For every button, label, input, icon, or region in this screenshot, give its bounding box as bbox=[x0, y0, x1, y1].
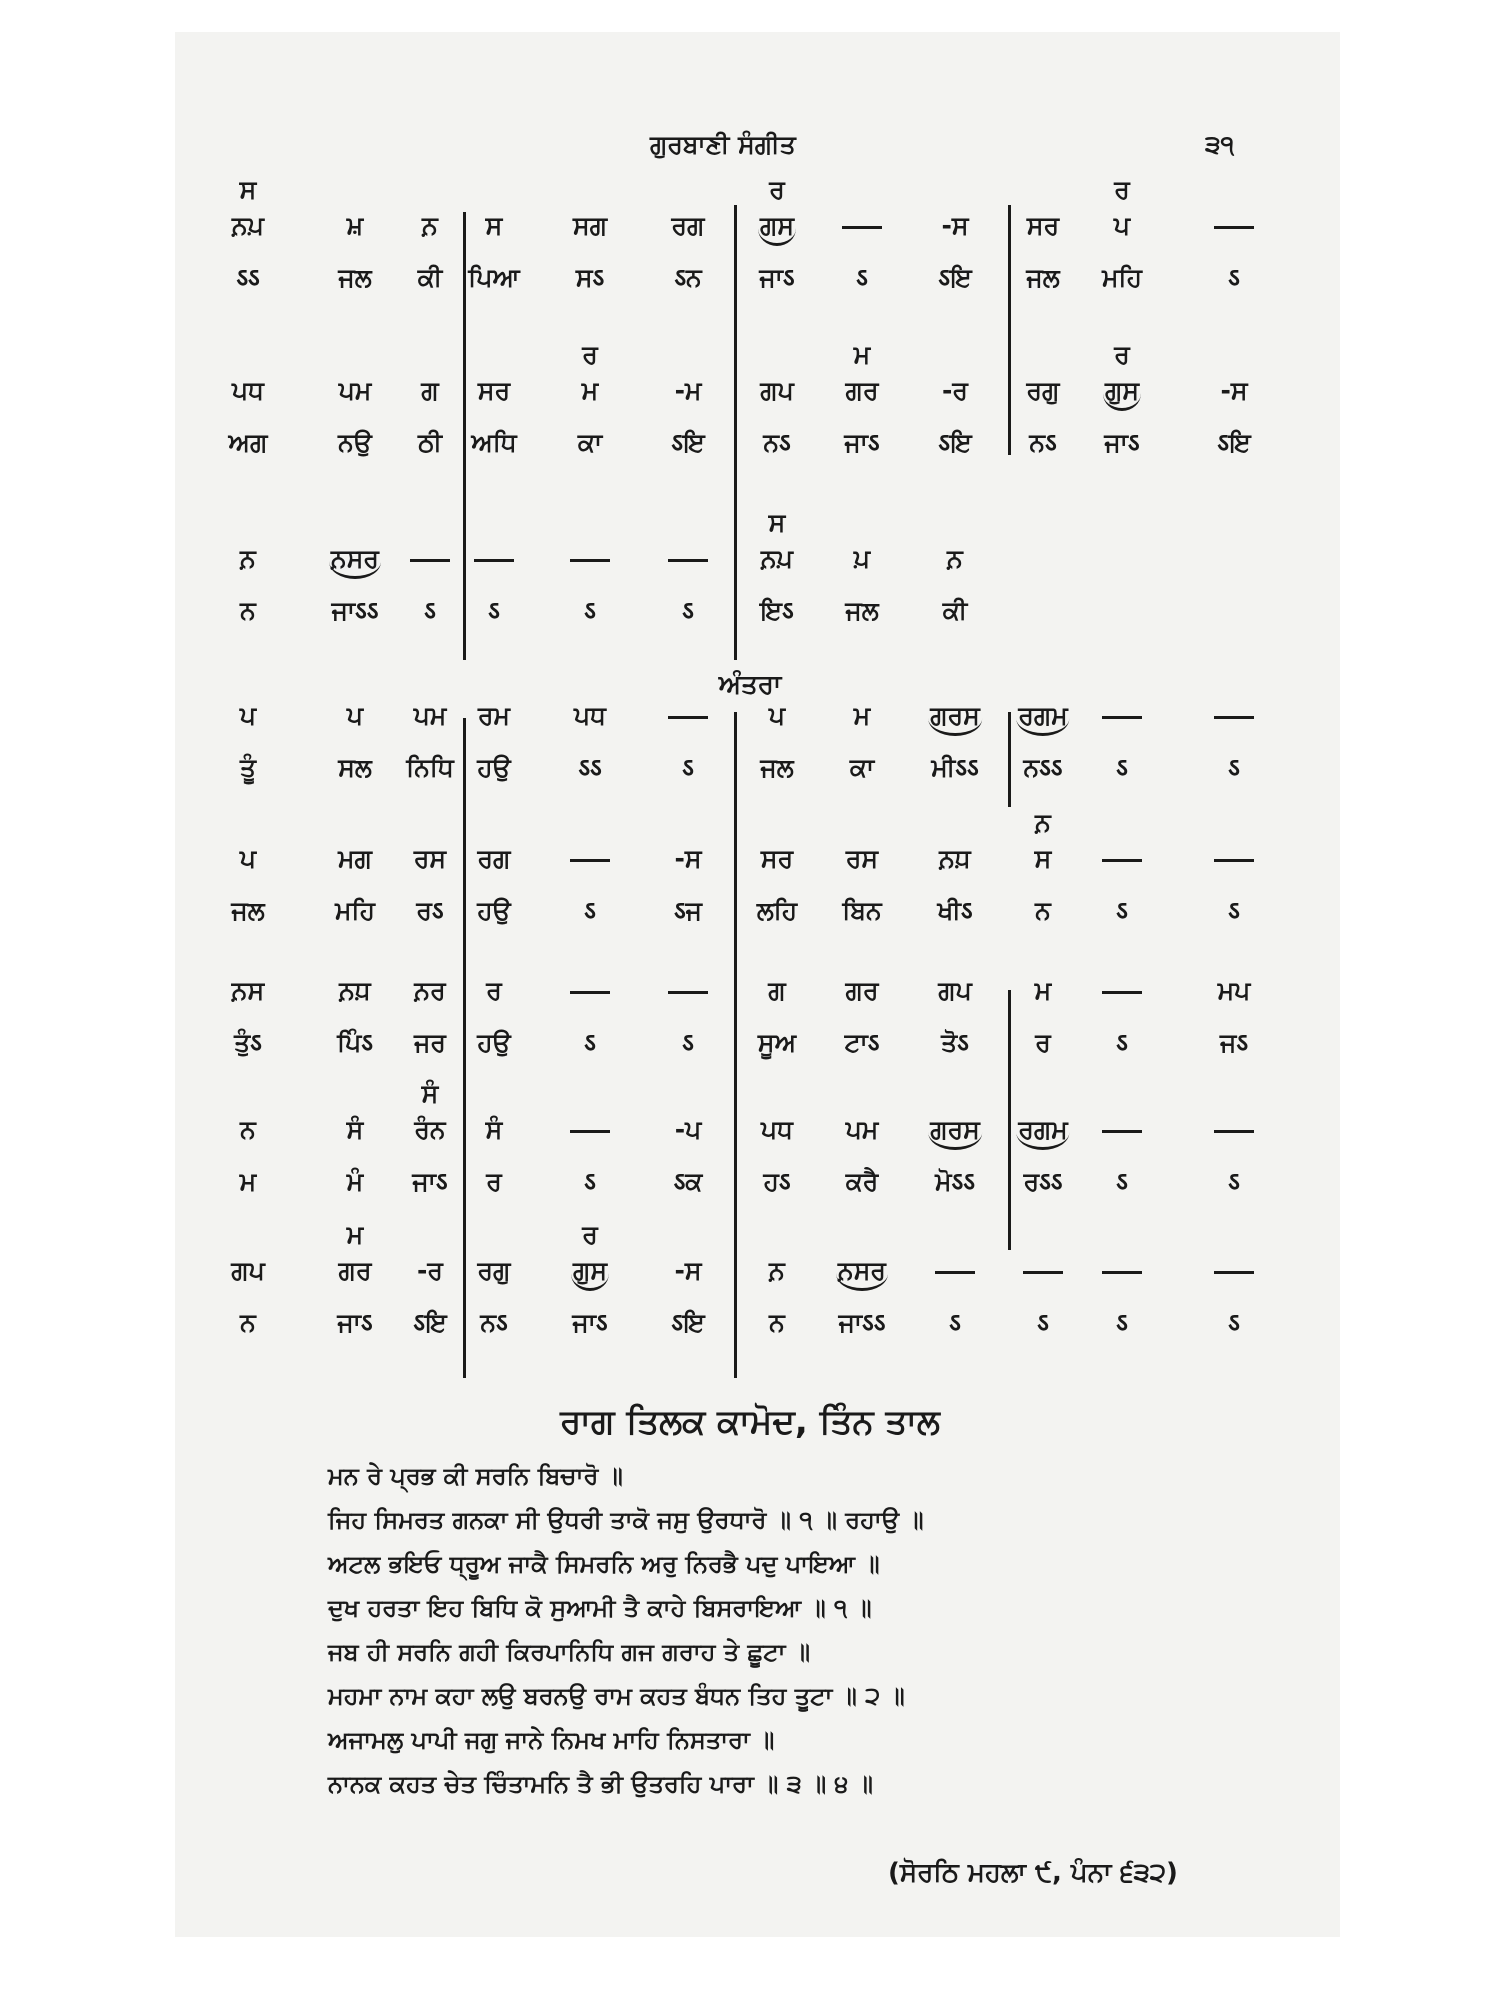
bol-syllable: ਮਹਿ bbox=[1102, 263, 1142, 292]
swar-note: -ਸ bbox=[1220, 376, 1248, 405]
bol-syllable: ऽ bbox=[856, 263, 868, 292]
notation-block bbox=[0, 175, 1500, 295]
bol-syllable: ऽ bbox=[1228, 263, 1240, 292]
bol-syllable: ਜਾऽ bbox=[572, 1308, 608, 1337]
octave-mark: ਮ bbox=[853, 340, 871, 369]
bol-syllable: ऽ bbox=[424, 596, 436, 625]
swar-note: -ਰ bbox=[942, 376, 968, 405]
bol-syllable: ਟਾऽ bbox=[844, 1028, 880, 1057]
swar-note: ਗਪ bbox=[938, 976, 972, 1005]
swar-note: ਰਗ bbox=[671, 211, 705, 240]
bol-syllable: ਹਉ bbox=[477, 1028, 511, 1057]
bol-syllable: ਜਲ bbox=[231, 896, 265, 925]
notation-block bbox=[0, 1079, 1500, 1199]
notation-block bbox=[0, 508, 1500, 628]
bol-syllable: ਜਰ bbox=[414, 1028, 446, 1057]
bol-syllable: ਸऽ bbox=[575, 263, 605, 292]
bol-syllable: ऽ bbox=[1228, 1308, 1240, 1337]
bol-syllable: ਅਗ bbox=[228, 428, 268, 457]
bol-syllable: ਹऽ bbox=[763, 1167, 791, 1196]
bol-syllable: ऽ bbox=[682, 596, 694, 625]
page-header-title: ਗੁਰਬਾਣੀ ਸੰਗੀਤ bbox=[650, 130, 796, 159]
bol-syllable: ਨऽ bbox=[763, 428, 791, 457]
bol-syllable: ਤੁੰऽ bbox=[234, 1028, 262, 1057]
swar-note: ਨ਼ਧ਼ bbox=[339, 976, 371, 1005]
bol-syllable: ऽ bbox=[1116, 1028, 1128, 1057]
bol-syllable: ਰ bbox=[486, 1167, 502, 1196]
bol-syllable: ऽ bbox=[584, 596, 596, 625]
bol-syllable: ਖੀऽ bbox=[937, 896, 973, 925]
hold-dash bbox=[668, 559, 708, 562]
bol-syllable: ऽऽ bbox=[236, 263, 260, 292]
hold-dash bbox=[570, 991, 610, 994]
octave-mark: ਰ bbox=[1114, 175, 1130, 204]
hold-dash bbox=[1102, 859, 1142, 862]
bol-syllable: ਜਲ bbox=[1026, 263, 1060, 292]
swar-note: ਨ਼ਰ bbox=[414, 976, 446, 1005]
swar-note: ਮਪ bbox=[1217, 976, 1251, 1005]
swar-note: ਪ bbox=[346, 701, 364, 730]
swar-note: ਨ਼ਧ਼ bbox=[939, 844, 971, 873]
verse-line: ਮਨ ਰੇ ਪ੍ਰਭ ਕੀ ਸਰਨਿ ਬਿਚਾਰੋ ॥ bbox=[328, 1462, 623, 1490]
swar-note: -ਰ bbox=[417, 1256, 443, 1285]
bol-syllable: ऽ bbox=[682, 1028, 694, 1057]
bol-syllable: ਮ bbox=[239, 1167, 257, 1196]
octave-mark: ਸ bbox=[239, 175, 257, 204]
bol-syllable: ਅਧਿ bbox=[471, 428, 517, 457]
swar-note: ਗਰ bbox=[845, 976, 879, 1005]
hold-dash bbox=[842, 226, 882, 229]
bol-syllable: ਨਿਧਿ bbox=[406, 753, 454, 782]
swar-note: ਨ਼ bbox=[422, 211, 438, 240]
bol-syllable: ऽ bbox=[1116, 896, 1128, 925]
swar-note: ਰਸ bbox=[845, 844, 879, 873]
hold-dash bbox=[1023, 1271, 1063, 1274]
swar-note: ਗਰਸ bbox=[928, 701, 982, 736]
hold-dash bbox=[1102, 1271, 1142, 1274]
swar-note: ਗੁਸ bbox=[1103, 376, 1141, 411]
bol-syllable: ऽਇ bbox=[413, 1308, 447, 1337]
bol-syllable: ऽ bbox=[584, 1167, 596, 1196]
bol-syllable: ਜਾऽऽ bbox=[838, 1308, 886, 1337]
bol-syllable: ਕੀ bbox=[417, 263, 443, 292]
swar-note: ਪ਼ bbox=[853, 544, 871, 573]
verse-line: ਦੁਖ ਹਰਤਾ ਇਹ ਬਿਧਿ ਕੋ ਸੁਆਮੀ ਤੈ ਕਾਹੇ ਬਿਸਰਾਇਆ ॥ ੧ ॥ bbox=[328, 1594, 872, 1622]
bol-syllable: ਜਾऽ bbox=[412, 1167, 448, 1196]
verse-line: ਜਿਹ ਸਿਮਰਤ ਗਨਕਾ ਸੀ ਉਧਰੀ ਤਾਕੋ ਜਸੁ ਉਰਧਾਰੋ ॥ ੧ ॥ ਰਹਾਉ ॥ bbox=[328, 1506, 924, 1534]
octave-mark: ਰ bbox=[1114, 340, 1130, 369]
swar-note: ਪਮ bbox=[413, 701, 447, 730]
swar-note: ਸ bbox=[485, 211, 503, 240]
notation-block bbox=[0, 1220, 1500, 1340]
bol-syllable: ਜਾऽऽ bbox=[331, 596, 379, 625]
swar-note: ਰ bbox=[486, 976, 502, 1005]
bol-syllable: ऽ bbox=[488, 596, 500, 625]
hold-dash bbox=[1214, 1271, 1254, 1274]
raag-title: ਰਾਗ ਤਿਲਕ ਕਾਮੋਦ, ਤਿੰਨ ਤਾਲ bbox=[560, 1402, 940, 1442]
bol-syllable: ऽਇ bbox=[938, 428, 972, 457]
swar-note: ਮ bbox=[853, 701, 871, 730]
bol-syllable: ਪਿੰऽ bbox=[337, 1028, 373, 1057]
bol-syllable: ਜऽ bbox=[1219, 1028, 1249, 1057]
bol-syllable: ਤੂੰ bbox=[239, 753, 257, 782]
bol-syllable: ऽ bbox=[1116, 1167, 1128, 1196]
swar-note: ਗ bbox=[421, 376, 439, 405]
swar-note: ਰੰਨ bbox=[414, 1115, 446, 1144]
bol-syllable: ऽ bbox=[1228, 1167, 1240, 1196]
bol-syllable: ਨऽ bbox=[480, 1308, 508, 1337]
hold-dash bbox=[935, 1271, 975, 1274]
swar-note: ਗਰ bbox=[845, 376, 879, 405]
verse-line: ਜਬ ਹੀ ਸਰਨਿ ਗਹੀ ਕਿਰਪਾਨਿਧਿ ਗਜ ਗਰਾਹ ਤੇ ਛੂਟਾ ॥ bbox=[328, 1638, 811, 1666]
bol-syllable: ऽ bbox=[682, 753, 694, 782]
page-number: ੩੧ bbox=[1205, 130, 1235, 159]
bol-syllable: ਜਾऽ bbox=[759, 263, 795, 292]
swar-note: ਪਧ bbox=[232, 376, 264, 405]
swar-note: ਸਰ bbox=[477, 376, 511, 405]
swar-note: ਨ਼ਸ bbox=[231, 976, 265, 1005]
bol-syllable: ऽ bbox=[1228, 753, 1240, 782]
bol-syllable: ਨ bbox=[1035, 896, 1051, 925]
octave-mark: ਰ bbox=[769, 175, 785, 204]
bol-syllable: ਜਾऽ bbox=[844, 428, 880, 457]
swar-note: ਰਗੁ bbox=[477, 1256, 511, 1285]
bol-syllable: ਜਲ bbox=[760, 753, 794, 782]
hold-dash bbox=[570, 559, 610, 562]
notation-block bbox=[0, 808, 1500, 928]
octave-mark: ਨ਼ bbox=[1035, 808, 1051, 837]
swar-note: ਰਗੁ bbox=[1026, 376, 1060, 405]
swar-note: ਗਸ bbox=[758, 211, 796, 246]
swar-note: ਗਪ bbox=[231, 1256, 265, 1285]
bol-syllable: ਸਲ bbox=[338, 753, 372, 782]
hold-dash bbox=[1102, 716, 1142, 719]
swar-note: ਨ bbox=[240, 1115, 256, 1144]
bol-syllable: ऽਇ bbox=[1217, 428, 1251, 457]
bol-syllable: ऽ bbox=[584, 896, 596, 925]
bol-syllable: ਨऽऽ bbox=[1023, 753, 1063, 782]
hold-dash bbox=[1214, 1130, 1254, 1133]
bol-syllable: ਹਉ bbox=[477, 753, 511, 782]
hold-dash bbox=[570, 1130, 610, 1133]
swar-note: ਗੁਸ bbox=[571, 1256, 609, 1291]
bol-syllable: ਹਉ bbox=[477, 896, 511, 925]
bol-syllable: ਪਿਆ bbox=[468, 263, 520, 292]
bol-syllable: ऽ bbox=[1228, 896, 1240, 925]
bol-syllable: ਮਹਿ bbox=[335, 896, 375, 925]
swar-note: -ਮ bbox=[674, 376, 702, 405]
swar-note: ਨ਼ bbox=[240, 544, 256, 573]
bol-syllable: ਕੀ bbox=[942, 596, 968, 625]
notation-block bbox=[0, 940, 1500, 1060]
hold-dash bbox=[1214, 859, 1254, 862]
swar-note: ਮਗ bbox=[338, 844, 372, 873]
bol-syllable: ऽਇ bbox=[671, 428, 705, 457]
swar-note: ਪਧ bbox=[574, 701, 606, 730]
bol-syllable: ਮੰ bbox=[346, 1167, 364, 1196]
swar-note: -ਸ bbox=[941, 211, 969, 240]
bol-syllable: ਨ bbox=[240, 1308, 256, 1337]
bol-syllable: ਕਾ bbox=[849, 753, 875, 782]
bol-syllable: ऽ bbox=[949, 1308, 961, 1337]
swar-note: ਗਰ bbox=[338, 1256, 372, 1285]
bol-syllable: ऽਨ bbox=[674, 263, 702, 292]
bol-syllable: ਮੀऽऽ bbox=[931, 753, 979, 782]
bol-syllable: ऽ bbox=[584, 1028, 596, 1057]
bol-syllable: ਜਾऽ bbox=[1104, 428, 1140, 457]
swar-note: ਰਮ bbox=[478, 701, 510, 730]
swar-note: ਪ bbox=[239, 701, 257, 730]
bol-syllable: ਨ bbox=[769, 1308, 785, 1337]
bol-syllable: ਬਿਨ bbox=[842, 896, 882, 925]
hold-dash bbox=[474, 559, 514, 562]
swar-note: ਪਮ bbox=[338, 376, 372, 405]
hold-dash bbox=[410, 559, 450, 562]
octave-mark: ਸ bbox=[768, 508, 786, 537]
swar-note: ਪ bbox=[768, 701, 786, 730]
swar-note: ਸਰ bbox=[1026, 211, 1060, 240]
swar-note: ਨ਼ਪ਼ bbox=[231, 211, 265, 240]
swar-note: ਮ਼ bbox=[346, 211, 364, 240]
bol-syllable: ऽਇ bbox=[938, 263, 972, 292]
swar-note: ਨ਼ਸਰ bbox=[329, 544, 381, 579]
bol-syllable: ऽ bbox=[1116, 1308, 1128, 1337]
bol-syllable: ऽऽ bbox=[578, 753, 602, 782]
hold-dash bbox=[1102, 991, 1142, 994]
octave-mark: ਰ bbox=[582, 340, 598, 369]
bol-syllable: ऽ bbox=[1037, 1308, 1049, 1337]
bol-syllable: ਨਉ bbox=[338, 428, 372, 457]
swar-note: ਪ bbox=[239, 844, 257, 873]
verse-line: ਨਾਨਕ ਕਹਤ ਚੇਤ ਚਿੰਤਾਮਨਿ ਤੈ ਭੀ ਉਤਰਹਿ ਪਾਰਾ ॥ ੩ ॥ ੪ ॥ bbox=[328, 1770, 873, 1798]
swar-note: ਨ਼ਪ਼ bbox=[760, 544, 794, 573]
hold-dash bbox=[1214, 716, 1254, 719]
swar-note: ਗ bbox=[768, 976, 786, 1005]
bol-syllable: ਜਾऽ bbox=[337, 1308, 373, 1337]
swar-note: ਗਪ bbox=[760, 376, 794, 405]
hold-dash bbox=[1214, 226, 1254, 229]
hold-dash bbox=[570, 859, 610, 862]
bol-syllable: ਰऽ bbox=[416, 896, 444, 925]
swar-note: ਸਰ bbox=[760, 844, 794, 873]
octave-mark: ਰ bbox=[582, 1220, 598, 1249]
verse-line: ਅਜਾਮਲੁ ਪਾਪੀ ਜਗੁ ਜਾਨੇ ਨਿਮਖ ਮਾਹਿ ਨਿਸਤਾਰਾ ॥ bbox=[328, 1726, 775, 1754]
hold-dash bbox=[668, 991, 708, 994]
bol-syllable: ਤੋऽ bbox=[941, 1028, 969, 1057]
bol-syllable: ਸੂਅ bbox=[757, 1028, 797, 1057]
hold-dash bbox=[1102, 1130, 1142, 1133]
octave-mark: ਮ bbox=[346, 1220, 364, 1249]
swar-note: ਰਸ bbox=[413, 844, 447, 873]
swar-note: ਨ਼ bbox=[947, 544, 963, 573]
swar-note: ਨ਼ਸਰ bbox=[836, 1256, 888, 1291]
bol-syllable: ऽ bbox=[1116, 753, 1128, 782]
swar-note: ਰਗਮ bbox=[1016, 701, 1069, 736]
verse-line: ਅਟਲ ਭਇਓ ਧ੍ਰੂਅ ਜਾਕੈ ਸਿਮਰਨਿ ਅਰੁ ਨਿਰਭੈ ਪਦੁ ਪਾਇਆ ॥ bbox=[328, 1550, 880, 1578]
hold-dash bbox=[668, 716, 708, 719]
bol-syllable: ਰ bbox=[1035, 1028, 1051, 1057]
notation-block bbox=[0, 340, 1500, 460]
swar-note: ਸਗ bbox=[572, 211, 608, 240]
bol-syllable: ਨ bbox=[240, 596, 256, 625]
swar-note: ਪਧ bbox=[761, 1115, 793, 1144]
swar-note: ਰਗ bbox=[477, 844, 511, 873]
swar-note: ਸ bbox=[1034, 844, 1052, 873]
bol-syllable: ਕਰੈ bbox=[845, 1167, 879, 1196]
swar-note: -ਪ bbox=[674, 1115, 702, 1144]
swar-note: ਸੰ bbox=[346, 1115, 364, 1144]
bol-syllable: ਜਲ bbox=[845, 596, 879, 625]
bol-syllable: ਲਹਿ bbox=[756, 896, 798, 925]
bol-syllable: ਕਾ bbox=[577, 428, 603, 457]
bol-syllable: ऽਕ bbox=[673, 1167, 703, 1196]
swar-note: -ਸ bbox=[674, 1256, 702, 1285]
bol-syllable: ਰऽऽ bbox=[1023, 1167, 1063, 1196]
swar-note: ਮ bbox=[581, 376, 599, 405]
swar-note: ਮ bbox=[1034, 976, 1052, 1005]
bol-syllable: ਠੀ bbox=[418, 428, 442, 457]
citation: (ਸੋਰਠਿ ਮਹਲਾ ੯, ਪੰਨਾ ੬੩੨) bbox=[888, 1858, 1178, 1888]
bol-syllable: ਮੋऽऽ bbox=[935, 1167, 975, 1196]
swar-note: ਪਮ bbox=[845, 1115, 879, 1144]
swar-note: ਰਗਮ bbox=[1016, 1115, 1069, 1150]
bol-syllable: ਇऽ bbox=[760, 596, 794, 625]
bol-syllable: ऽਇ bbox=[671, 1308, 705, 1337]
swar-note: ਸੰ bbox=[485, 1115, 503, 1144]
swar-note: ਪ bbox=[1113, 211, 1131, 240]
bol-syllable: ऽਜ bbox=[673, 896, 703, 925]
verse-line: ਮਹਮਾ ਨਾਮ ਕਹਾ ਲਉ ਬਰਨਉ ਰਾਮ ਕਹਤ ਬੰਧਨ ਤਿਹ ਤੂਟਾ ॥ ੨ ॥ bbox=[328, 1682, 905, 1710]
bol-syllable: ਜਲ bbox=[338, 263, 372, 292]
swar-note: ਗਰਸ bbox=[928, 1115, 982, 1150]
bol-syllable: ਨऽ bbox=[1029, 428, 1057, 457]
octave-mark: ਸੰ bbox=[421, 1079, 439, 1108]
swar-note: ਨ਼ bbox=[769, 1256, 785, 1285]
antara-label: ਅੰਤਰਾ bbox=[718, 670, 782, 700]
swar-note: -ਸ bbox=[674, 844, 702, 873]
